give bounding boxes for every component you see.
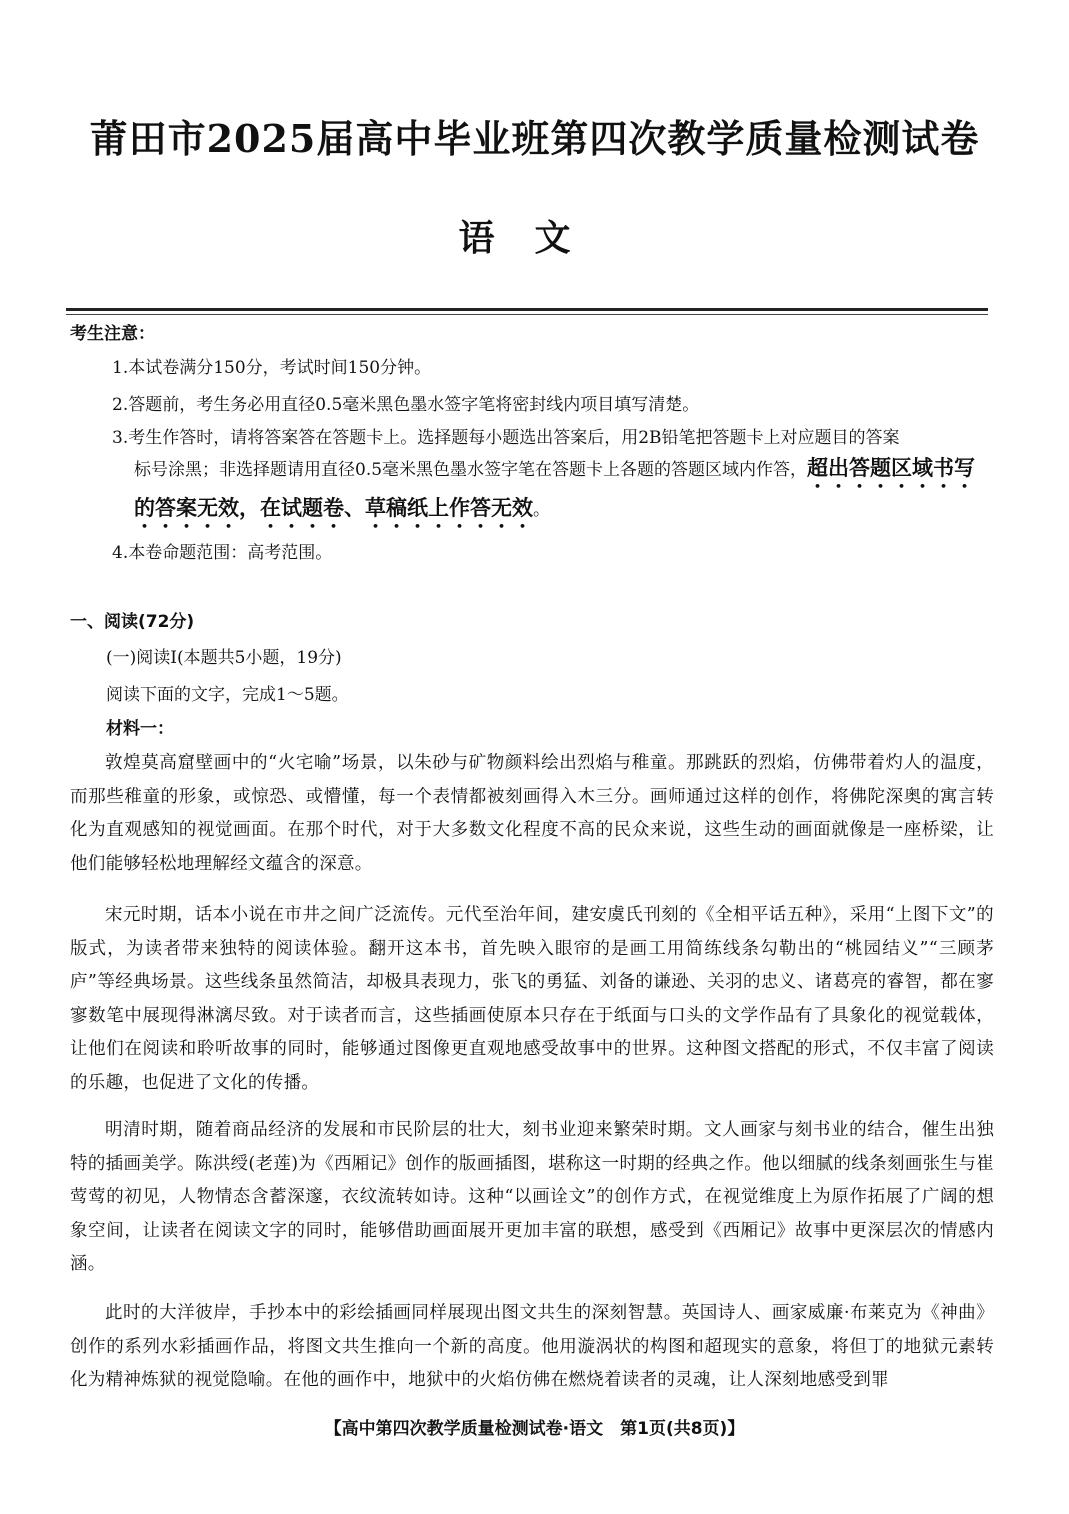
notice-item-3-line1: 3.考生作答时，请将答案答在答题卡上。选择题每小题选出答案后，用2B铅笔把答题卡上对应题目的答案 [112,428,900,448]
page-footer: 【高中第四次教学质量检测试卷·语文 第1页(共8页)】 [324,1419,745,1439]
reading-instruction: 阅读下面的文字，完成1～5题。 [106,685,349,705]
material-label: 材料一： [106,719,174,739]
notice-item-3-line2: 标号涂黑；非选择题请用直径0.5毫米黑色墨水签字笔在答题卡上各题的答题区域内作答， [134,460,808,480]
notice-item-3-emphasis: 超出答题区域书写的答案无效，在试题卷、草稿纸上作答无效 [134,456,976,520]
header-divider-thin [66,314,988,315]
notice-item-4: 4.本卷命题范围：高考范围。 [112,543,333,563]
subject-title: 语文 [458,217,611,259]
header-divider-thick [66,308,988,311]
paragraph: 宋元时期，话本小说在市井之间广泛流传。元代至治年间，建安虞氏刊刻的《全相平话五种》，采用“上图下文”的版式，为读者带来独特的阅读体验。翻开这本书，首先映入眼帘的是画工用简练线条勾勒出的“桃园结义”“三顾茅庐”等经典场景。这些线条虽然简洁，却极具表现力，张飞的勇猛、刘备的谦逊、关羽的忠义、诸葛亮的睿智，都在寥寥数笔中展现得淋漓尽致。对于读者而言，这些插画使原本只存在于纸面与口头的文学作品有了具象化的视觉载体，让他们在阅读和聆听故事的同时，能够通过图像更直观地感受故事中的世界。这种图文搭配的形式，不仅丰富了阅读的乐趣，也促进了文化的传播。 [70,905,994,1093]
notice-item-2: 2.答题前，考生务必用直径0.5毫米黑色墨水签字笔将密封线内项目填写清楚。 [112,395,700,415]
notice-item-3 [112,423,994,533]
subsection-heading: (一)阅读Ⅰ(本题共5小题，19分) [106,648,342,668]
paragraph: 敦煌莫高窟壁画中的“火宅喻”场景，以朱砂与矿物颜料绘出烈焰与稚童。那跳跃的烈焰，仿佛带着灼人的温度，而那些稚童的形象，或惊恐、或懵懂，每一个表情都被刻画得入木三分。画师通过这样的创作，将佛陀深奥的寓言转化为直观感知的视觉画面。在那个时代，对于大多数文化程度不高的民众来说，这些生动的画面就像是一座桥梁，让他们能够轻松地理解经文蕴含的深意。 [70,753,994,874]
notice-item-1: 1.本试卷满分150分，考试时间150分钟。 [112,358,432,378]
exam-title: 莆田市2025届高中毕业班第四次教学质量检测试卷 [89,116,980,161]
notice-item-3-end: 。 [533,500,550,520]
paragraph: 此时的大洋彼岸，手抄本中的彩绘插画同样展现出图文共生的深刻智慧。英国诗人、画家威廉·布莱克为《神曲》创作的系列水彩插画作品，将图文共生推向一个新的高度。他用漩涡状的构图和超现实的意象，将但丁的地狱元素转化为精神炼狱的视觉隐喻。在他的画作中，地狱中的火焰仿佛在燃烧着读者的灵魂，让人深刻地感受到罪 [70,1303,994,1391]
paragraph: 明清时期，随着商品经济的发展和市民阶层的壮大，刻书业迎来繁荣时期。文人画家与刻书业的结合，催生出独特的插画美学。陈洪绶(老莲)为《西厢记》创作的版画插图，堪称这一时期的经典之作。他以细腻的线条刻画张生与崔莺莺的初见，人物情态含蓄深邃，衣纹流转如诗。这种“以画诠文”的创作方式，在视觉维度上为原作拓展了广阔的想象空间，让读者在阅读文字的同时，能够借助画面展开更加丰富的联想，感受到《西厢记》故事中更深层次的情感内涵。 [70,1120,994,1275]
notice-heading: 考生注意： [70,324,155,344]
section-heading: 一、阅读(72分) [70,612,195,632]
notice-item-3-continuation [112,453,994,533]
